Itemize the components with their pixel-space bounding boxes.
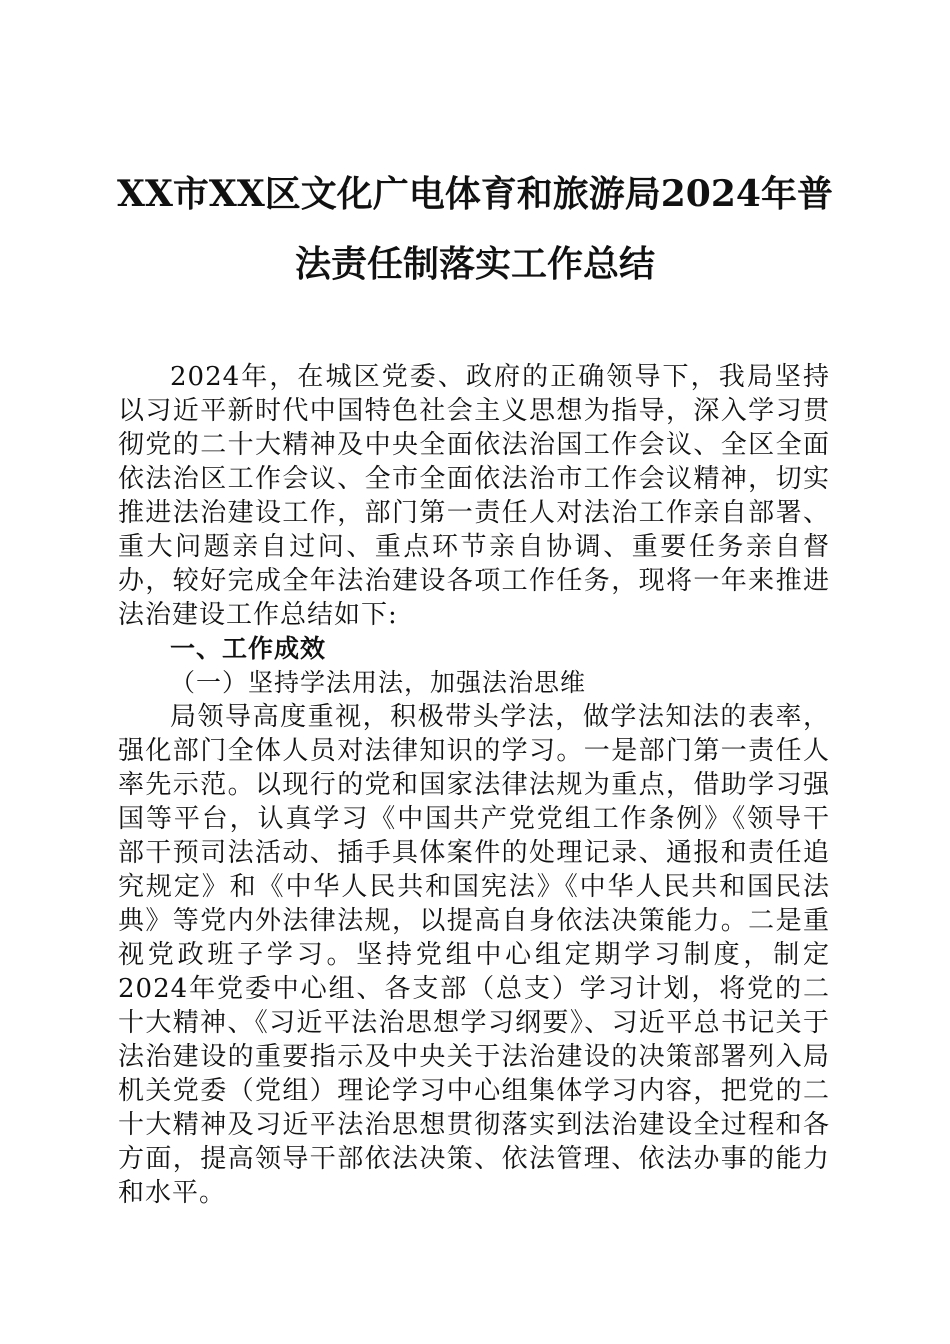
subsection-heading-law-study: （一）坚持学法用法，加强法治思维 [170, 668, 587, 697]
document-body [118, 360, 830, 1210]
document-title-line-2: 法责任制落实工作总结 [294, 243, 655, 285]
intro-paragraph: 2024年，在城区党委、政府的正确领导下，我局坚持以习近平新时代中国特色社会主义思想为指导，深入学习贯彻党的二十大精神及中央全面依法治国工作会议、全区全面依法治区工作会议、全市全面依法治市工作会议精神，切实推进法治建设工作，部门第一责任人对法治工作亲自部署、重大问题亲自过问、重点环节亲自协调、重要任务亲自督办，较好完成全年法治建设各项工作任务，现将一年来推进法治建设工作总结如下: [118, 362, 830, 630]
section-heading-achievements: 一、工作成效 [170, 634, 327, 663]
subsection-paragraph-law-study: 局领导高度重视，积极带头学法，做学法知法的表率，强化部门全体人员对法律知识的学习。一是部门第一责任人率先示范。以现行的党和国家法律法规为重点，借助学习强国等平台，认真学习《中国共产党党组工作条例》《领导干部干预司法活动、插手具体案件的处理记录、通报和责任追究规定》和《中华人民共和国宪法》《中华人民共和国民法典》等党内外法律法规，以提高自身依法决策能力。二是重视党政班子学习。坚持党组中心组定期学习制度，制定2024年党委中心组、各支部（总支）学习计划，将党的二十大精神、《习近平法治思想学习纲要》、习近平总书记关于法治建设的重要指示及中央关于法治建设的决策部署列入局机关党委（党组）理论学习中心组集体学习内容，把党的二十大精神及习近平法治思想贯彻落实到法治建设全过程和各方面，提高领导干部依法决策、依法管理、依法办事的能力和水平。 [118, 702, 830, 1208]
document-title-line-1: XX市XX区文化广电体育和旅游局2024年普 [117, 173, 833, 215]
